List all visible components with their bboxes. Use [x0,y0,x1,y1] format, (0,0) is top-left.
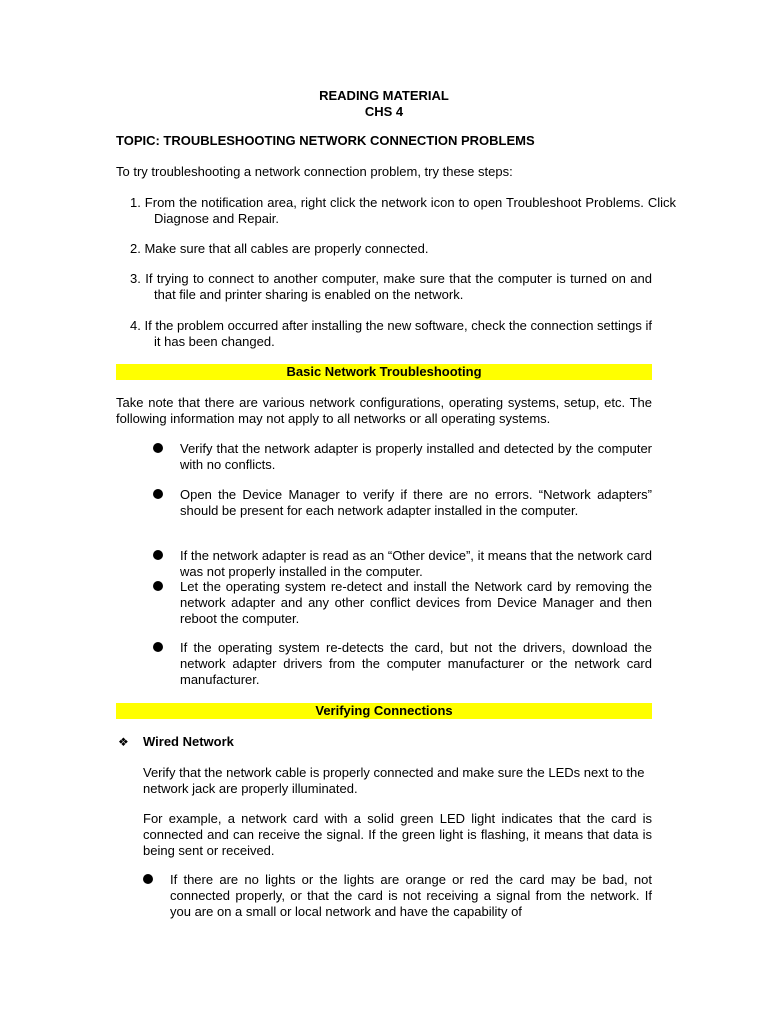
bullet-icon [143,874,153,884]
wired-para-1: Verify that the network cable is properly connected and make sure the LEDs next to the network jack are properly illuminated. [143,765,645,796]
section-heading-basic-troubleshooting: Basic Network Troubleshooting [116,364,652,380]
bullet-item-4: Let the operating system re-detect and install the Network card by removing the network adapter and any other conflict devices from Device Manager and then reboot the computer. [180,579,652,626]
wired-para-2: For example, a network card with a solid green LED light indicates that the card is connected and can receive the signal. If the green light is flashing, it means that data is being sent or received. [143,811,652,858]
bullet-icon [153,489,163,499]
bullet-icon [153,581,163,591]
bullet-item-5: If the operating system re-detects the card, but not the drivers, download the network adapter drivers from the computer manufacturer or the network card manufacturer. [180,640,652,687]
subheading-wired-network: Wired Network [143,734,234,749]
topic-heading: TOPIC: TROUBLESHOOTING NETWORK CONNECTION PROBLEMS [116,133,535,148]
diamond-bullet-icon: ❖ [118,735,129,749]
step-2: 2. Make sure that all cables are properly connected. [130,241,429,256]
header-subtitle: CHS 4 [364,104,404,119]
bullet-item-2: Open the Device Manager to verify if there are no errors. “Network adapters” should be present for each network adapter installed in the computer. [180,487,652,518]
header-title: READING MATERIAL [319,88,449,103]
step-3: 3. If trying to connect to another computer, make sure that the computer is turned on and that file and printer sharing is enabled on the network. [130,271,652,302]
bullet-icon [153,642,163,652]
bullet-item-3: If the network adapter is read as an “Other device”, it means that the network card was not properly installed in the computer. [180,548,652,579]
bullet-item-1: Verify that the network adapter is properly installed and detected by the computer with no conflicts. [180,441,652,472]
bullet-icon [153,550,163,560]
step-1: 1. From the notification area, right click the network icon to open Troubleshoot Problems. Click Diagnose and Repair. [130,195,676,226]
bullet-icon [153,443,163,453]
intro-text: To try troubleshooting a network connection problem, try these steps: [116,164,513,179]
section1-intro: Take note that there are various network configurations, operating systems, setup, etc. The following information may not apply to all networks or all operating systems. [116,395,652,426]
wired-bullet-1: If there are no lights or the lights are orange or red the card may be bad, not connected properly, or that the card is not receiving a signal from the network. If you are on a small or local network and have the capability of [170,872,652,919]
section-heading-verifying-connections: Verifying Connections [116,703,652,719]
step-4: 4. If the problem occurred after installing the new software, check the connection settings if it has been changed. [130,318,652,349]
